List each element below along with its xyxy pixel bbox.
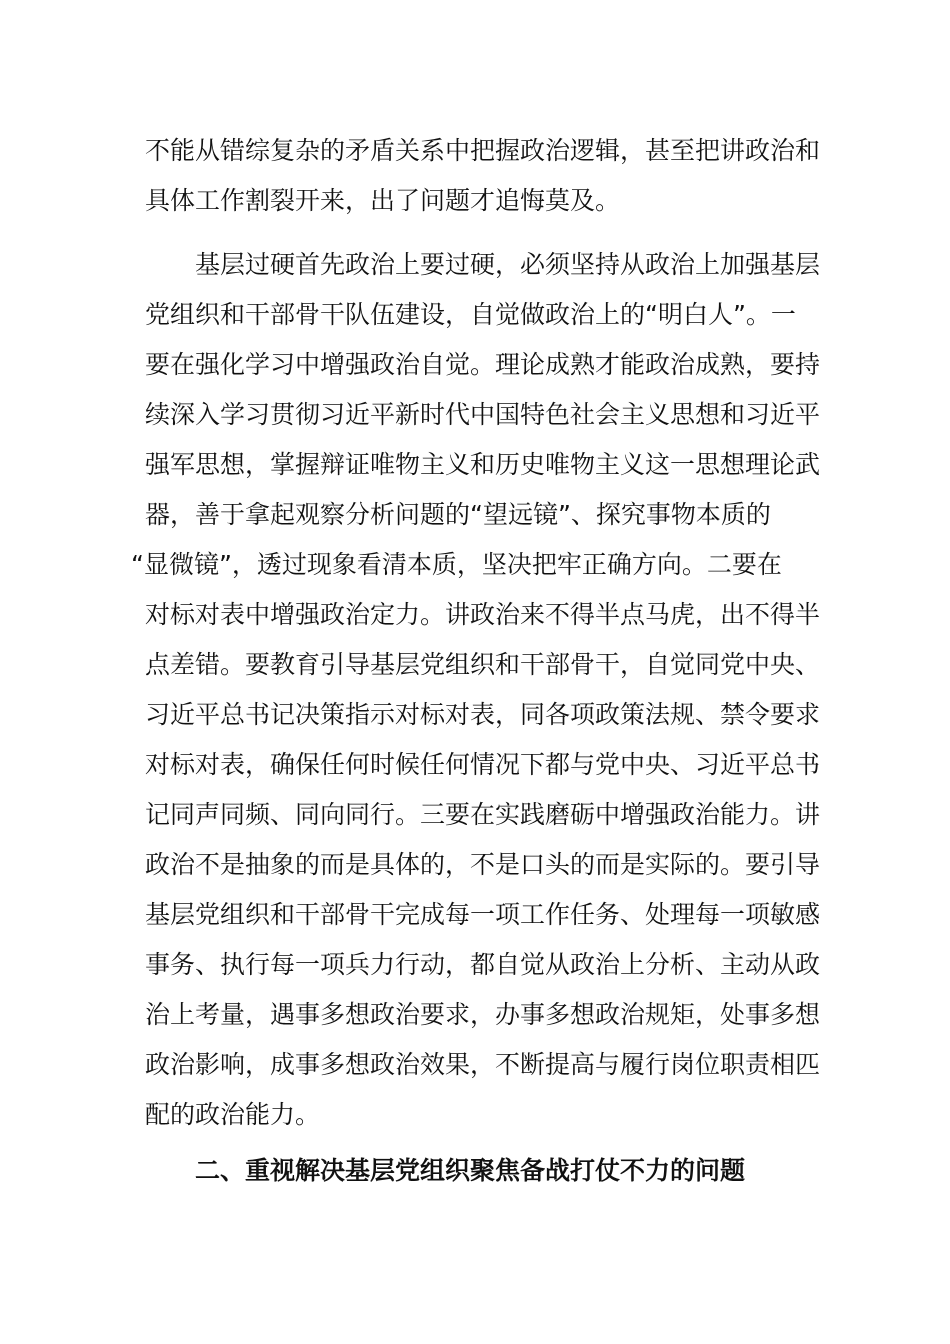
text-line: 点差错。要教育引导基层党组织和干部骨干，自觉同党中央、 xyxy=(145,650,821,679)
text-line: 配的政治能力。 xyxy=(145,1100,321,1129)
text-line: 具体工作割裂开来，出了问题才追悔莫及。 xyxy=(145,186,621,215)
section-heading: 二、重视解决基层党组织聚焦备战打仗不力的问题 xyxy=(195,1156,746,1185)
text-line: 不能从错综复杂的矛盾关系中把握政治逻辑，甚至把讲政治和 xyxy=(145,136,821,165)
text-line: 对标对表，确保任何时候任何情况下都与党中央、习近平总书 xyxy=(145,750,821,779)
paragraph-political-standard xyxy=(131,240,821,1140)
text-line: 对标对表中增强政治定力。讲政治来不得半点马虎，出不得半 xyxy=(145,600,821,629)
text-line: 基层党组织和干部骨干完成每一项工作任务、处理每一项敏感 xyxy=(145,900,821,929)
text-line: 续深入学习贯彻习近平新时代中国特色社会主义思想和习近平 xyxy=(145,400,821,429)
text-line: 要在强化学习中增强政治自觉。理论成熟才能政治成熟，要持 xyxy=(145,350,821,379)
text-line: 政治不是抽象的而是具体的，不是口头的而是实际的。要引导 xyxy=(145,850,821,879)
paragraph-continued xyxy=(145,126,821,226)
text-line: 强军思想，掌握辩证唯物主义和历史唯物主义这一思想理论武 xyxy=(145,450,821,479)
text-line: 事务、执行每一项兵力行动，都自觉从政治上分析、主动从政 xyxy=(145,950,821,979)
text-line: 习近平总书记决策指示对标对表，同各项政策法规、禁令要求 xyxy=(145,700,821,729)
text-line: 政治影响，成事多想政治效果，不断提高与履行岗位职责相匹 xyxy=(145,1050,821,1079)
text-line: 党组织和干部骨干队伍建设，自觉做政治上的“明白人”。一 xyxy=(145,300,796,329)
text-line: 器，善于拿起观察分析问题的“望远镜”、探究事物本质的 xyxy=(145,500,771,529)
text-line: 基层过硬首先政治上要过硬，必须坚持从政治上加强基层 xyxy=(195,250,821,279)
text-line: “显微镜”，透过现象看清本质，坚决把牢正确方向。二要在 xyxy=(131,550,782,579)
text-line: 记同声同频、同向同行。三要在实践磨砺中增强政治能力。讲 xyxy=(145,800,821,829)
text-line: 治上考量，遇事多想政治要求，办事多想政治规矩，处事多想 xyxy=(145,1000,821,1029)
